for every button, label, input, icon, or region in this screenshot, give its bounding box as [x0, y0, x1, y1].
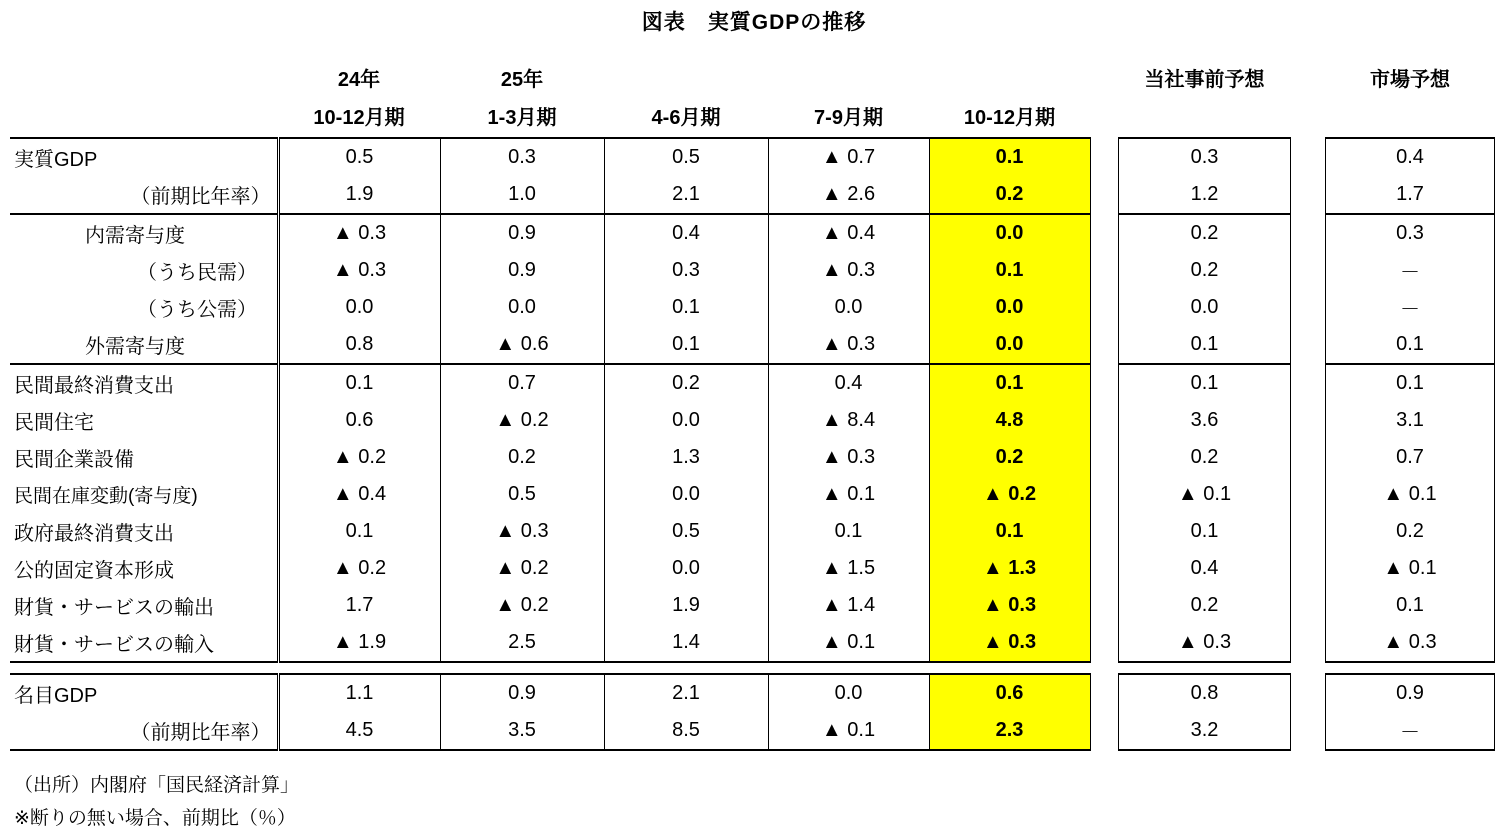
table-row	[10, 214, 1090, 252]
unit-note: ※断りの無い場合、前期比（％）	[14, 808, 296, 829]
table-row	[10, 587, 1090, 624]
table-cell: 1.7	[278, 587, 440, 624]
table-row	[1119, 624, 1291, 662]
table-cell: ▲ 0.3	[821, 333, 876, 355]
forecast-cell: 3.6	[1119, 402, 1291, 439]
market-cell: ▲ 0.1	[1326, 550, 1495, 587]
table-row	[1119, 176, 1291, 214]
row-label: 内需寄与度	[10, 214, 278, 252]
table-row	[1326, 214, 1495, 252]
table-row	[10, 712, 1090, 750]
table-cell: 0.7	[440, 364, 604, 402]
table-cell: 0.0	[278, 289, 440, 326]
market-cell: 0.7	[1326, 439, 1495, 476]
market-cell: 0.1	[1326, 587, 1495, 624]
forecast-cell: 0.2	[1119, 439, 1291, 476]
table-cell: ▲ 0.7	[768, 138, 929, 176]
header-forecast: 当社事前予想	[1144, 69, 1265, 91]
table-row	[10, 289, 1090, 326]
table-cell-highlight: ▲ 1.3	[929, 550, 1090, 587]
table-cell: 0.3	[604, 252, 768, 289]
table-cell: 1.0	[440, 176, 604, 214]
table-cell: 2.5	[440, 624, 604, 662]
real-gdp-table	[10, 137, 1091, 663]
row-label: 政府最終消費支出	[10, 513, 278, 550]
table-row	[1326, 289, 1495, 326]
table-row	[1326, 513, 1495, 550]
page-title: 図表 実質GDPの推移	[641, 11, 867, 34]
table-cell-highlight: 0.2	[929, 176, 1090, 214]
forecast-cell: ▲ 0.1	[1119, 476, 1291, 513]
table-cell: 0.0	[834, 296, 863, 318]
table-cell: ▲ 1.5	[821, 557, 876, 579]
table-cell: 0.0	[604, 476, 768, 513]
table-cell: 0.5	[604, 138, 768, 176]
table-cell: ▲ 8.4	[821, 409, 876, 431]
table-cell: ▲ 0.6	[440, 326, 604, 364]
table-cell-highlight: ▲ 0.2	[929, 476, 1090, 513]
table-cell-highlight: 4.8	[929, 402, 1090, 439]
table-cell: ▲ 0.2	[440, 587, 604, 624]
table-cell-highlight: 0.0	[929, 289, 1090, 326]
table-row	[10, 624, 1090, 662]
table-row	[10, 439, 1090, 476]
table-row	[10, 252, 1090, 289]
table-cell: 0.8	[278, 326, 440, 364]
row-label: 民間住宅	[10, 402, 278, 439]
table-cell-highlight: 2.3	[929, 712, 1090, 750]
table-cell: 0.1	[278, 513, 440, 550]
market-cell: ▲ 0.3	[1326, 624, 1495, 662]
table-cell: 1.1	[278, 674, 440, 712]
table-row	[1119, 138, 1291, 176]
table-row	[1119, 252, 1291, 289]
table-row	[1326, 402, 1495, 439]
table-row	[1119, 550, 1291, 587]
row-label: 民間最終消費支出	[10, 364, 278, 402]
row-label: 外需寄与度	[10, 326, 278, 364]
table-cell: 2.1	[604, 176, 768, 214]
table-cell: 1.9	[278, 176, 440, 214]
table-cell: 0.4	[768, 364, 929, 402]
table-row	[1119, 712, 1291, 750]
market-cell: 1.7	[1326, 176, 1495, 214]
table-row	[1119, 439, 1291, 476]
forecast-table	[1118, 137, 1291, 663]
forecast-cell: 0.8	[1119, 674, 1291, 712]
table-row	[1326, 476, 1495, 513]
market-cell: 0.1	[1326, 364, 1495, 402]
table-cell: 0.0	[604, 550, 768, 587]
table-cell: 8.5	[604, 712, 768, 750]
table-cell: ▲ 0.3	[821, 259, 876, 281]
table-cell-highlight: 0.0	[929, 214, 1090, 252]
table-row	[10, 550, 1090, 587]
table-cell: ▲ 2.6	[821, 183, 876, 205]
table-row	[10, 176, 1090, 214]
forecast-cell: 0.4	[1119, 550, 1291, 587]
row-label: （うち民需）	[10, 252, 278, 289]
table-cell: 2.1	[604, 674, 768, 712]
table-cell: 0.2	[604, 364, 768, 402]
table-row	[10, 364, 1090, 402]
table-cell: ▲ 0.3	[821, 446, 876, 468]
table-row	[1119, 364, 1291, 402]
table-cell: ▲ 0.4	[278, 476, 440, 513]
forecast-cell: 3.2	[1119, 712, 1291, 750]
table-cell: 0.0	[440, 289, 604, 326]
table-row	[1326, 138, 1495, 176]
forecast-cell: 0.1	[1119, 364, 1291, 402]
table-cell: 0.9	[440, 214, 604, 252]
table-row	[1119, 214, 1291, 252]
table-cell: 0.5	[440, 476, 604, 513]
market-cell: 0.3	[1326, 214, 1495, 252]
table-cell: ▲ 0.3	[440, 513, 604, 550]
header-period-5: 10-12月期	[963, 107, 1056, 129]
table-cell: 0.9	[440, 674, 604, 712]
row-label: 民間企業設備	[10, 439, 278, 476]
table-cell: 1.3	[604, 439, 768, 476]
forecast-nominal-table	[1118, 673, 1291, 751]
table-cell: ▲ 0.1	[768, 624, 929, 662]
table-cell-highlight: 0.1	[929, 513, 1090, 550]
forecast-cell: 0.0	[1119, 289, 1291, 326]
table-cell-highlight: 0.6	[929, 674, 1090, 712]
table-cell: ▲ 0.2	[440, 550, 604, 587]
table-row	[1326, 176, 1495, 214]
market-cell: 3.1	[1326, 402, 1495, 439]
table-row	[10, 138, 1090, 176]
row-label: 公的固定資本形成	[10, 550, 278, 587]
table-cell-highlight: 0.1	[929, 252, 1090, 289]
forecast-cell: 0.2	[1119, 587, 1291, 624]
table-cell: 0.4	[604, 214, 768, 252]
market-table	[1325, 137, 1495, 663]
header-market: 市場予想	[1370, 69, 1450, 91]
table-row	[1326, 624, 1495, 662]
table-row	[1326, 550, 1495, 587]
table-cell: 3.5	[440, 712, 604, 750]
table-cell-highlight: 0.2	[929, 439, 1090, 476]
table-cell: 0.2	[440, 439, 604, 476]
nominal-gdp-table	[10, 673, 1091, 751]
table-cell: ▲ 0.2	[278, 439, 440, 476]
table-cell-highlight: ▲ 0.3	[929, 624, 1090, 662]
table-cell: ▲ 0.3	[278, 252, 440, 289]
table-cell-highlight: 0.1	[929, 138, 1090, 176]
table-cell: 0.1	[278, 364, 440, 402]
forecast-cell: 0.2	[1119, 214, 1291, 252]
table-row	[1326, 712, 1495, 750]
forecast-cell: 0.1	[1119, 326, 1291, 364]
market-nominal-table	[1325, 673, 1495, 751]
table-cell: 0.9	[440, 252, 604, 289]
table-cell: 0.1	[604, 289, 768, 326]
header-year-25: 25年	[500, 69, 544, 91]
table-cell: 1.4	[604, 624, 768, 662]
table-row	[10, 402, 1090, 439]
row-label: （うち公需）	[10, 289, 278, 326]
table-row	[1119, 587, 1291, 624]
header-period-2: 1-3月期	[487, 107, 557, 129]
table-row	[1326, 326, 1495, 364]
table-cell: ▲ 0.2	[278, 550, 440, 587]
table-row	[1326, 439, 1495, 476]
market-cell: －	[1326, 289, 1495, 326]
table-cell: ▲ 0.4	[768, 214, 929, 252]
table-cell: 0.0	[604, 402, 768, 439]
table-row	[1119, 289, 1291, 326]
table-cell: ▲ 1.4	[821, 594, 876, 616]
table-cell: 0.5	[278, 138, 440, 176]
table-row	[1326, 674, 1495, 712]
row-label: 民間在庫変動(寄与度)	[10, 476, 278, 513]
row-label: 財貨・サービスの輸出	[10, 587, 278, 624]
market-cell: －	[1326, 712, 1495, 750]
table-row	[1119, 476, 1291, 513]
source-note: （出所）内閣府「国民経済計算」	[14, 775, 300, 796]
table-cell: ▲ 0.2	[440, 402, 604, 439]
table-cell: ▲ 0.1	[821, 483, 876, 505]
forecast-cell: 0.1	[1119, 513, 1291, 550]
table-cell-highlight: 0.0	[929, 326, 1090, 364]
table-cell: ▲ 0.3	[278, 214, 440, 252]
forecast-cell: 0.3	[1119, 138, 1291, 176]
table-cell: ▲ 0.1	[768, 712, 929, 750]
market-cell: －	[1326, 252, 1495, 289]
forecast-cell: ▲ 0.3	[1119, 624, 1291, 662]
header-period-3: 4-6月期	[651, 107, 721, 129]
table-row	[10, 513, 1090, 550]
header-period-4: 7-9月期	[814, 107, 883, 129]
table-cell: 4.5	[278, 712, 440, 750]
table-row	[1119, 326, 1291, 364]
header-year-24: 24年	[337, 69, 381, 91]
table-row	[10, 326, 1090, 364]
market-cell: ▲ 0.1	[1326, 476, 1495, 513]
row-label: 財貨・サービスの輸入	[10, 624, 278, 662]
table-cell: 0.3	[440, 138, 604, 176]
forecast-cell: 0.2	[1119, 252, 1291, 289]
table-row	[1119, 674, 1291, 712]
row-label: 名目GDP	[10, 674, 278, 712]
header-period-1: 10-12月期	[313, 107, 405, 129]
table-cell: 0.0	[768, 674, 929, 712]
market-cell: 0.4	[1326, 138, 1495, 176]
forecast-cell: 1.2	[1119, 176, 1291, 214]
table-row	[10, 476, 1090, 513]
table-cell: 0.1	[834, 520, 863, 542]
table-row	[1326, 252, 1495, 289]
row-label: 実質GDP	[10, 138, 278, 176]
table-row	[1119, 513, 1291, 550]
table-cell: 0.6	[278, 402, 440, 439]
table-row	[1119, 402, 1291, 439]
table-cell: 0.1	[604, 326, 768, 364]
market-cell: 0.9	[1326, 674, 1495, 712]
market-cell: 0.2	[1326, 513, 1495, 550]
row-label: （前期比年率）	[10, 176, 278, 214]
row-label: （前期比年率）	[10, 712, 278, 750]
table-cell: 0.5	[604, 513, 768, 550]
table-row	[1326, 587, 1495, 624]
table-row	[1326, 364, 1495, 402]
table-cell: 1.9	[604, 587, 768, 624]
table-cell-highlight: ▲ 0.3	[929, 587, 1090, 624]
table-cell-highlight: 0.1	[929, 364, 1090, 402]
table-cell: ▲ 1.9	[278, 624, 440, 662]
table-row	[10, 674, 1090, 712]
market-cell: 0.1	[1326, 326, 1495, 364]
